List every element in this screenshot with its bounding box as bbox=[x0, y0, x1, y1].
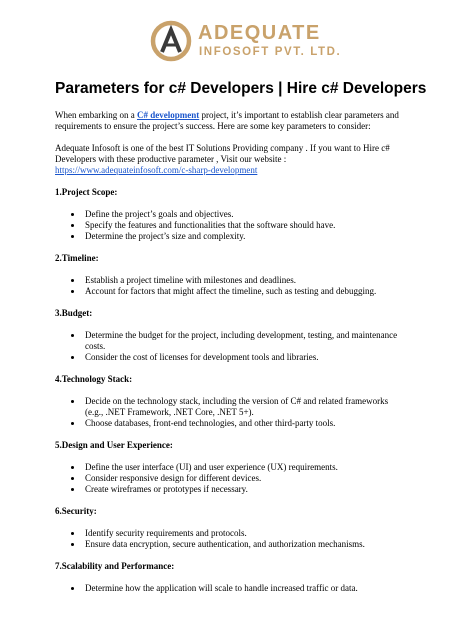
bullet-item: • Determine how the application will scale to handle increased traffic or data. bbox=[83, 583, 405, 594]
company-logo-icon bbox=[150, 20, 192, 62]
bullet-item: • Ensure data encryption, secure authentication, and authorization mechanisms. bbox=[83, 539, 405, 550]
bullet-item: • Define the project’s goals and objectives. bbox=[83, 209, 405, 220]
section-heading: 6.Security: bbox=[55, 506, 97, 516]
section-bullet-list bbox=[55, 209, 405, 242]
section-bullet-list bbox=[55, 330, 405, 363]
sections-container bbox=[55, 187, 405, 594]
bullet-item: • Establish a project timeline with milestones and deadlines. bbox=[83, 275, 405, 286]
bullet-item: • Decide on the technology stack, including the version of C# and related frameworks (e.g., .NET Framework, .NET Core, .NET 5+). bbox=[83, 396, 405, 418]
bullet-item: • Specify the features and functionalities that the software should have. bbox=[83, 220, 405, 231]
section-bullet-list bbox=[55, 462, 405, 495]
section-heading: 4.Technology Stack: bbox=[55, 374, 133, 384]
section-heading: 1.Project Scope: bbox=[55, 187, 118, 197]
document-body bbox=[55, 110, 405, 594]
section-heading: 3.Budget: bbox=[55, 308, 93, 318]
bullet-item: • Consider the cost of licenses for development tools and libraries. bbox=[83, 352, 405, 363]
bullet-item: • Create wireframes or prototypes if necessary. bbox=[83, 484, 405, 495]
section-bullet-list bbox=[55, 275, 405, 297]
bullet-item: • Define the user interface (UI) and user experience (UX) requirements. bbox=[83, 462, 405, 473]
section-heading: 5.Design and User Experience: bbox=[55, 440, 173, 450]
section-bullet-list bbox=[55, 528, 405, 550]
intro-text-end: project, it’s important to establish clear parameters and requirements to ensure the project’s success. Here are some key parameters to consider: bbox=[55, 110, 399, 131]
section-bullet-list bbox=[55, 583, 405, 594]
company-name: ADEQUATE bbox=[198, 22, 321, 44]
website-link[interactable]: https://www.adequateinfosoft.com/c-sharp-development bbox=[55, 165, 258, 175]
company-subtitle: INFOSOFT PVT. LTD. bbox=[199, 46, 342, 58]
company-logo bbox=[150, 20, 350, 60]
page-title: Parameters for c# Developers | Hire c# Developers bbox=[55, 80, 427, 97]
section-heading: 7.Scalability and Performance: bbox=[55, 561, 175, 571]
bullet-item: • Determine the project’s size and complexity. bbox=[83, 231, 405, 242]
csharp-development-link[interactable]: C# development bbox=[136, 110, 200, 120]
intro-text-start: When embarking on a bbox=[55, 110, 137, 120]
intro-paragraph bbox=[55, 110, 405, 132]
bullet-item: • Choose databases, front-end technologies, and other third-party tools. bbox=[83, 418, 405, 429]
bullet-item: • Account for factors that might affect the timeline, such as testing and debugging. bbox=[83, 286, 405, 297]
bullet-item: • Consider responsive design for different devices. bbox=[83, 473, 405, 484]
bullet-item: • Determine the budget for the project, including development, testing, and maintenance costs. bbox=[83, 330, 405, 352]
section-bullet-list bbox=[55, 396, 405, 429]
company-text: Adequate Infosoft is one of the best IT Solutions Providing company . If you want to Hire c# Developers with these productive parameter , Visit our website : bbox=[55, 143, 390, 164]
bullet-item: • Identify security requirements and protocols. bbox=[83, 528, 405, 539]
section-heading: 2.Timeline: bbox=[55, 253, 99, 263]
company-paragraph bbox=[55, 143, 405, 176]
